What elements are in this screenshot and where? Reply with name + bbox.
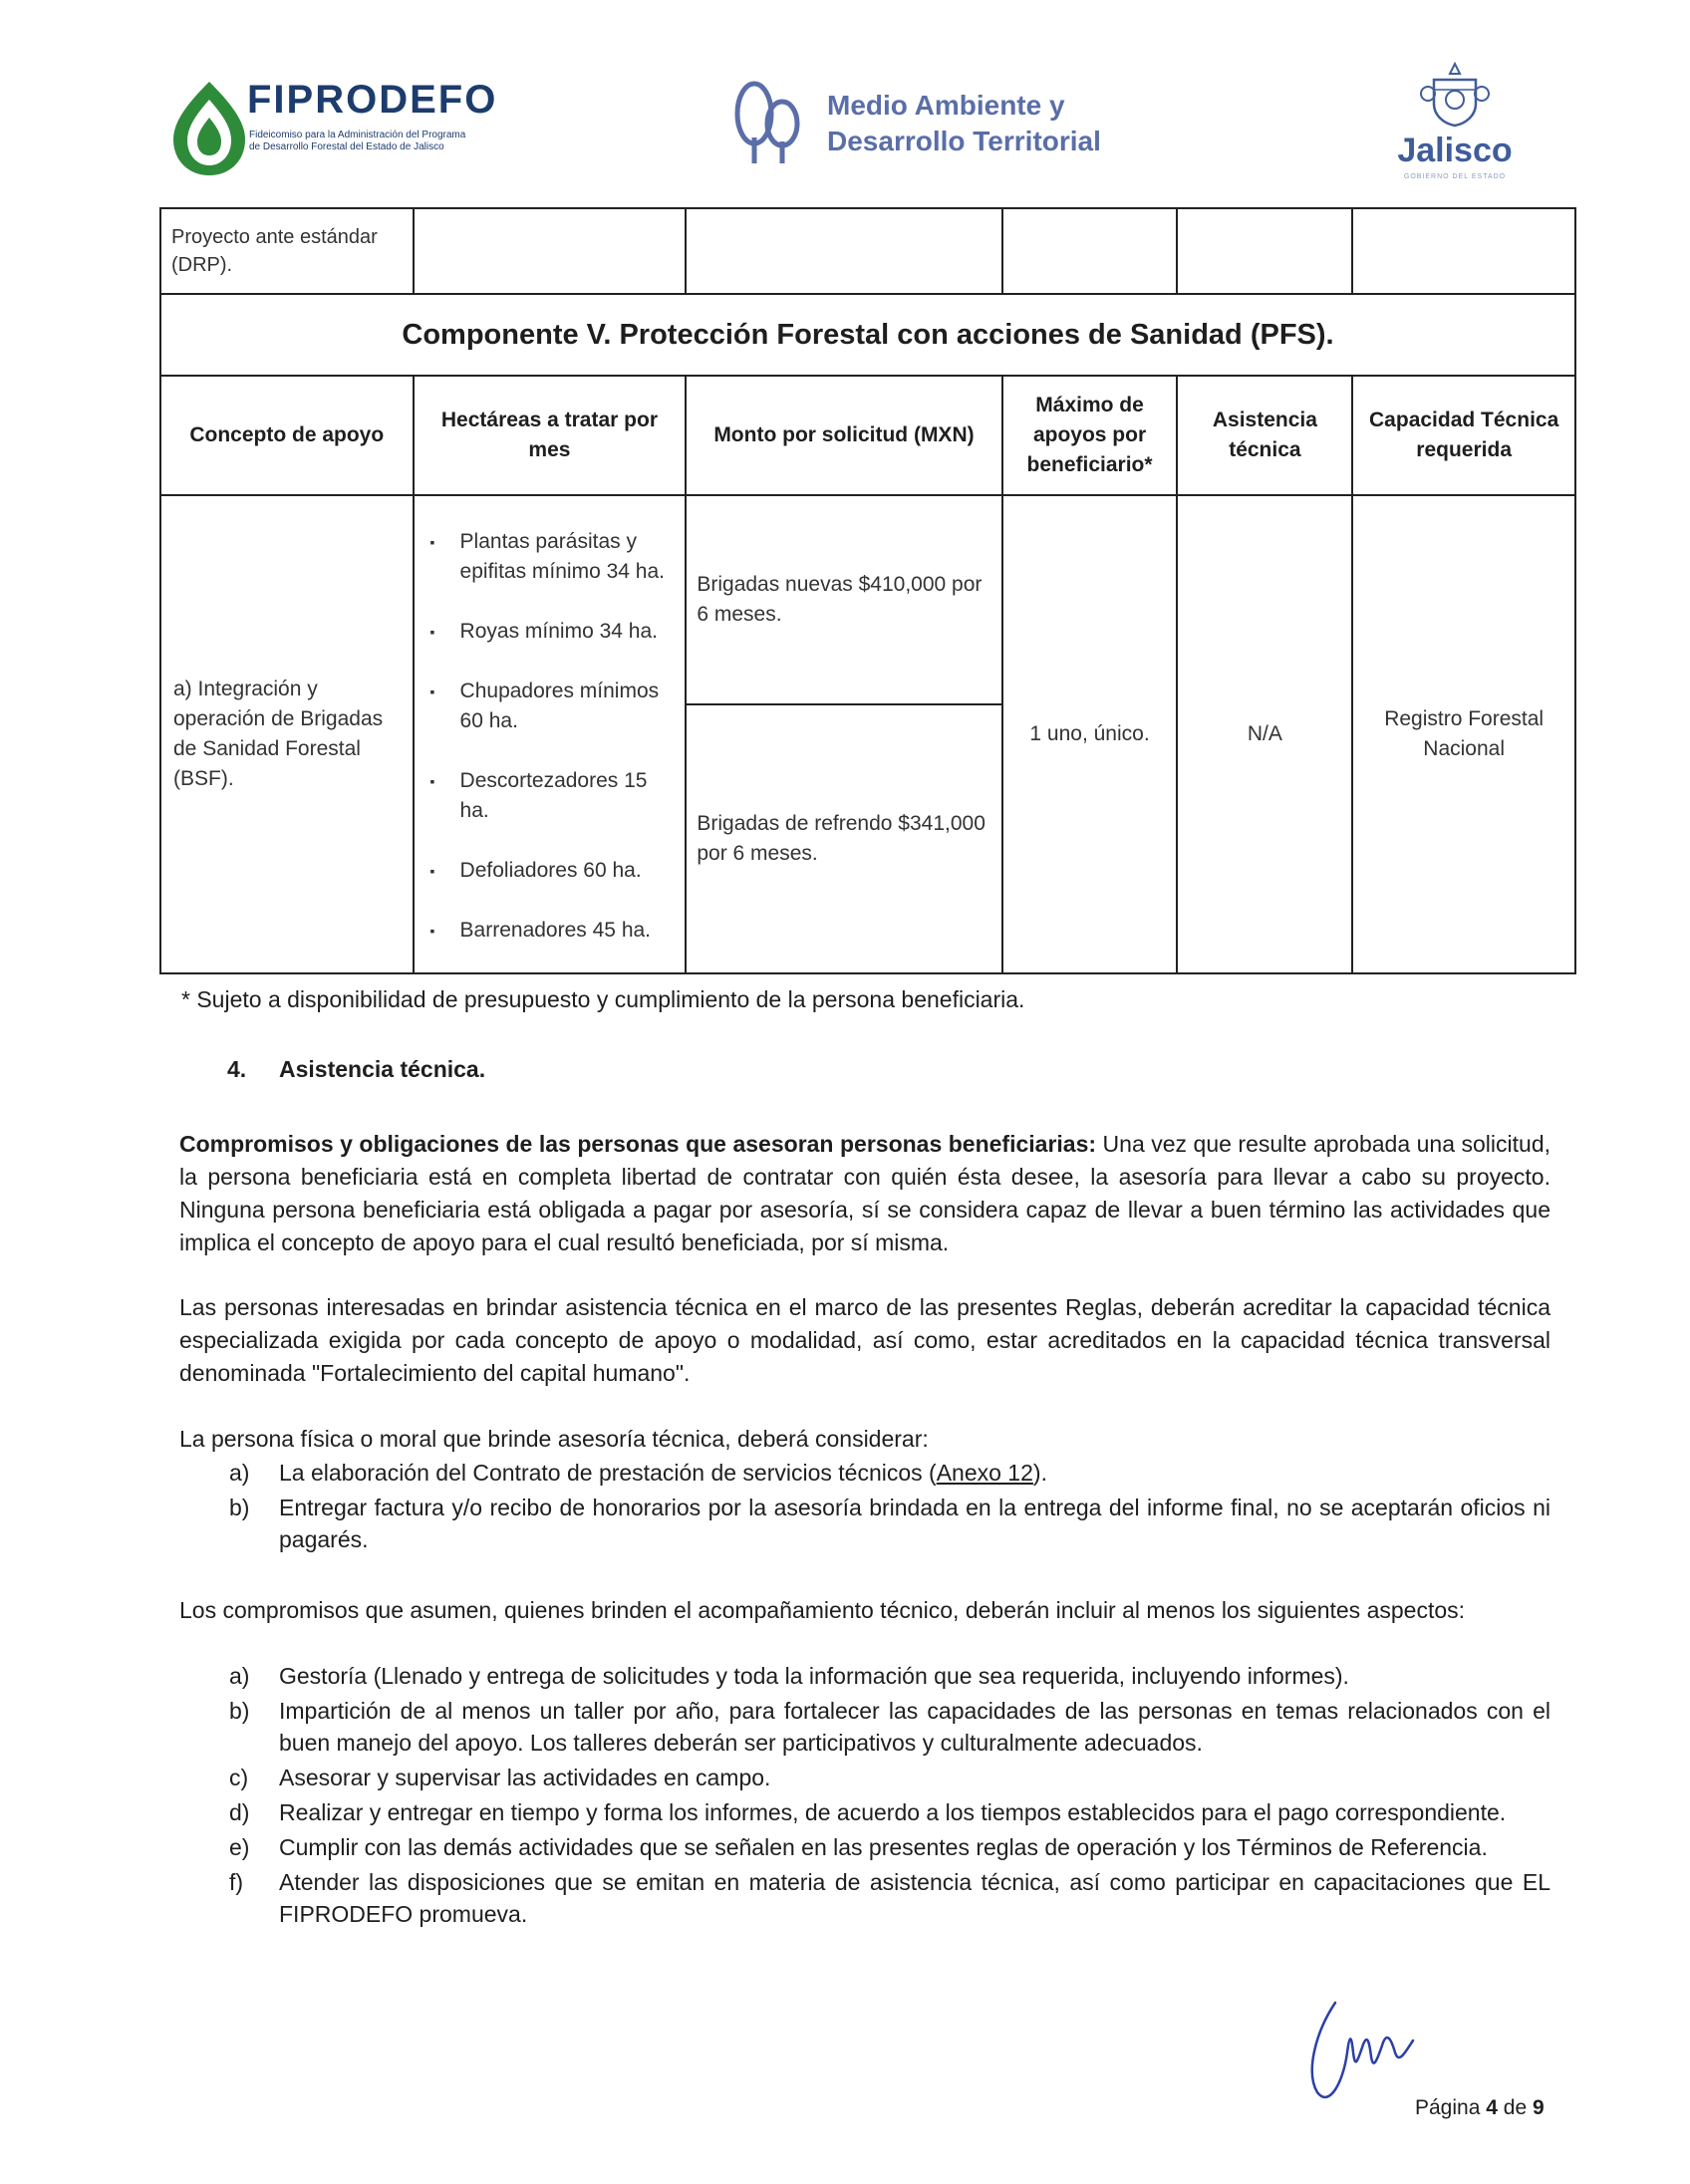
list-item: ▪ Royas mínimo 34 ha. [424,617,676,647]
paragraph-compromisos: Compromisos y obligaciones de las personas que asesoran personas beneficiarias: Una vez que resulte aprobada una solicitud, la persona beneficiaria está en completa libertad de contratar con quién ésta desee, la asesoría para llevar a cabo su proyecto. Ninguna persona beneficiaria está obligada a pagar por asesoría, sí se considera capaz de llevar a buen término las actividades que implica el concepto de apoyo para el cual resultó beneficiada, por sí misma. [179,1131,1551,1255]
leaf-icon [169,78,249,177]
list-item: c) Asesorar y supervisar las actividades en campo. [229,1765,771,1790]
list-item: ▪ Defoliadores 60 ha. [424,856,676,886]
section-heading [227,1056,485,1083]
asistencia-cell: N/A [1177,495,1352,973]
fiprodefo-subtitle: Fideicomiso para la Administración del Programa de Desarrollo Forestal del Estado de Jalisco [249,130,466,152]
table-footnote: * Sujeto a disponibilidad de presupuesto y cumplimiento de la persona beneficiaria. [181,986,1025,1012]
monto-refrendo-cell: Brigadas de refrendo $341,000 por 6 meses. [686,704,1001,973]
list-item: ▪ Barrenadores 45 ha. [424,916,676,946]
medio-ambiente-logo [732,78,1171,177]
hectareas-cell [414,495,687,973]
list-consideraciones [179,1457,1550,1558]
list-item: b) Impartición de al menos un taller por año, para fortalecer las capacidades de las personas en temas relacionados con el buen manejo del apoyo. Los talleres deberán ser participativos y culturalmente adecuados. [229,1698,1550,1756]
header-concepto: Concepto de apoyo [160,376,414,495]
list-item: ▪ Plantas parásitas y epifitas mínimo 34 ha. [424,527,676,587]
list-item: f) Atender las disposiciones que se emitan en materia de asistencia técnica, así como participar en capacitaciones que EL FIPRODEFO promueva. [229,1869,1550,1927]
component-table [159,207,1576,974]
paragraph-persona-fisica: La persona física o moral que brinde asesoría técnica, deberá considerar: [179,1426,929,1452]
paragraph-compromisos-asumen: Los compromisos que asumen, quienes brinden el acompañamiento técnico, deberán incluir al menos los siguientes aspectos: [179,1597,1466,1623]
header-maximo: Máximo de apoyos por beneficiario* [1002,376,1178,495]
list-item: d) Realizar y entregar en tiempo y forma los informes, de acuerdo a los tiempos establecidos para el pago correspondiente. [229,1799,1507,1825]
list-compromisos [179,1660,1550,1933]
component-title-row [160,294,1575,376]
signature-initials [1295,1993,1425,2112]
paragraph-lead: Compromisos y obligaciones de las personas que asesoran personas beneficiarias: [179,1131,1097,1157]
header-monto: Monto por solicitud (MXN) [686,376,1001,495]
medio-ambiente-text: Medio Ambiente y Desarrollo Territorial [827,90,1101,156]
page-header [0,60,1690,189]
fiprodefo-name: FIPRODEFO [247,78,498,122]
list-item: a) La elaboración del Contrato de prestación de servicios técnicos (Anexo 12). [229,1460,1047,1486]
table-row [160,495,1575,704]
section-title: Asistencia técnica. [279,1056,486,1082]
header-hectareas: Hectáreas a tratar por mes [414,376,687,495]
maximo-cell: 1 uno, único. [1002,495,1178,973]
anexo-link[interactable]: Anexo 12 [936,1460,1033,1486]
list-item: ▪ Chupadores mínimos 60 ha. [424,677,676,736]
list-item: a) Gestoría (Llenado y entrega de solicitudes y toda la información que sea requerida, incluyendo informes). [229,1663,1349,1689]
capacidad-cell: Registro Forestal Nacional [1352,495,1575,973]
page-number: Página 4 de 9 [1415,2096,1545,2119]
coat-of-arms-icon [1420,60,1490,130]
list-item: b) Entregar factura y/o recibo de honorarios por la asesoría brindada en la entrega del informe final, no se aceptarán oficios ni pagarés. [229,1495,1550,1552]
jalisco-logo [1375,60,1535,189]
previous-concept-cell: Proyecto ante estándar (DRP). [160,208,414,294]
component-title: Componente V. Protección Forestal con acciones de Sanidad (PFS). [160,294,1575,376]
list-item: e) Cumplir con las demás actividades que se señalen en las presentes reglas de operación y los Términos de Referencia. [229,1834,1488,1860]
paragraph-interesadas: Las personas interesadas en brindar asistencia técnica en el marco de las presentes Reglas, deberán acreditar la capacidad técnica especializada exigida por cada concepto de apoyo o modalidad, así como, estar acreditados en la capacidad técnica transversal denominada "Fortalecimiento del capital humano". [179,1294,1550,1386]
jalisco-subtitle: GOBIERNO DEL ESTADO [1403,173,1507,180]
section-number: 4. [227,1056,247,1082]
concepto-cell: a) Integración y operación de Brigadas de Sanidad Forestal (BSF). [160,495,414,973]
table-row-previous [160,208,1575,294]
jalisco-name: Jalisco [1397,132,1513,169]
list-item: ▪ Descortezadores 15 ha. [424,766,676,826]
header-capacidad: Capacidad Técnica requerida [1352,376,1575,495]
fiprodefo-logo [169,70,568,179]
table-header-row [160,376,1575,495]
monto-nuevas-cell: Brigadas nuevas $410,000 por 6 meses. [686,495,1001,704]
header-asistencia: Asistencia técnica [1177,376,1352,495]
trees-icon [732,78,802,167]
